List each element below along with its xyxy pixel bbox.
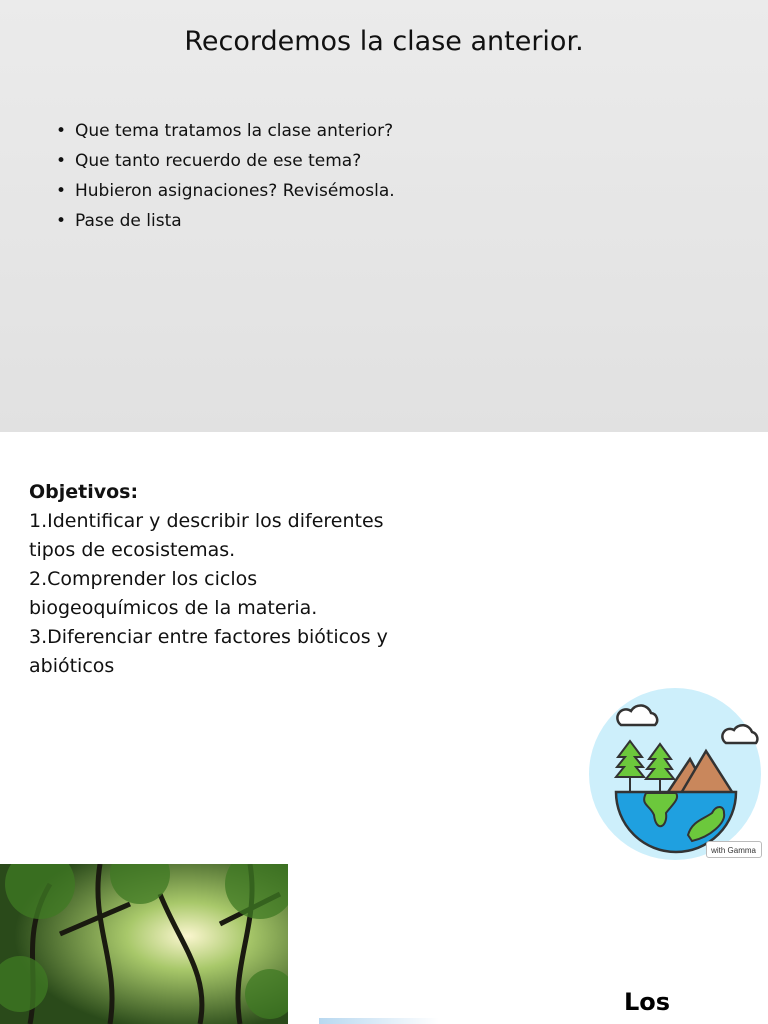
objective-item: 3.Diferenciar entre factores bióticos y abióticos: [29, 626, 388, 677]
objective-item: 1.Identificar y describir los diferentes tipos de ecosistemas.: [29, 510, 384, 561]
objectives-block: [29, 478, 409, 681]
bullet-item: • Hubieron asignaciones? Revisémosla.: [56, 181, 395, 201]
bullet-item: • Pase de lista: [56, 211, 182, 231]
slide-title: Recordemos la clase anterior.: [184, 26, 584, 57]
slide-title-partial: Los: [624, 988, 671, 1016]
objective-item: 2.Comprender los ciclos biogeoquímicos de la materia.: [29, 568, 318, 619]
slide-recap: [0, 0, 768, 432]
bullet-item: • Que tanto recuerdo de ese tema?: [56, 151, 362, 171]
forest-photo: [0, 864, 288, 1024]
bullet-list: [56, 118, 395, 238]
objectives-heading: Objetivos:: [29, 481, 139, 503]
made-with-gamma-badge[interactable]: with Gamma: [706, 841, 762, 858]
ecosystem-illustration: [588, 687, 762, 861]
image-strip: [319, 1018, 439, 1024]
bullet-item: • Que tema tratamos la clase anterior?: [56, 121, 394, 141]
